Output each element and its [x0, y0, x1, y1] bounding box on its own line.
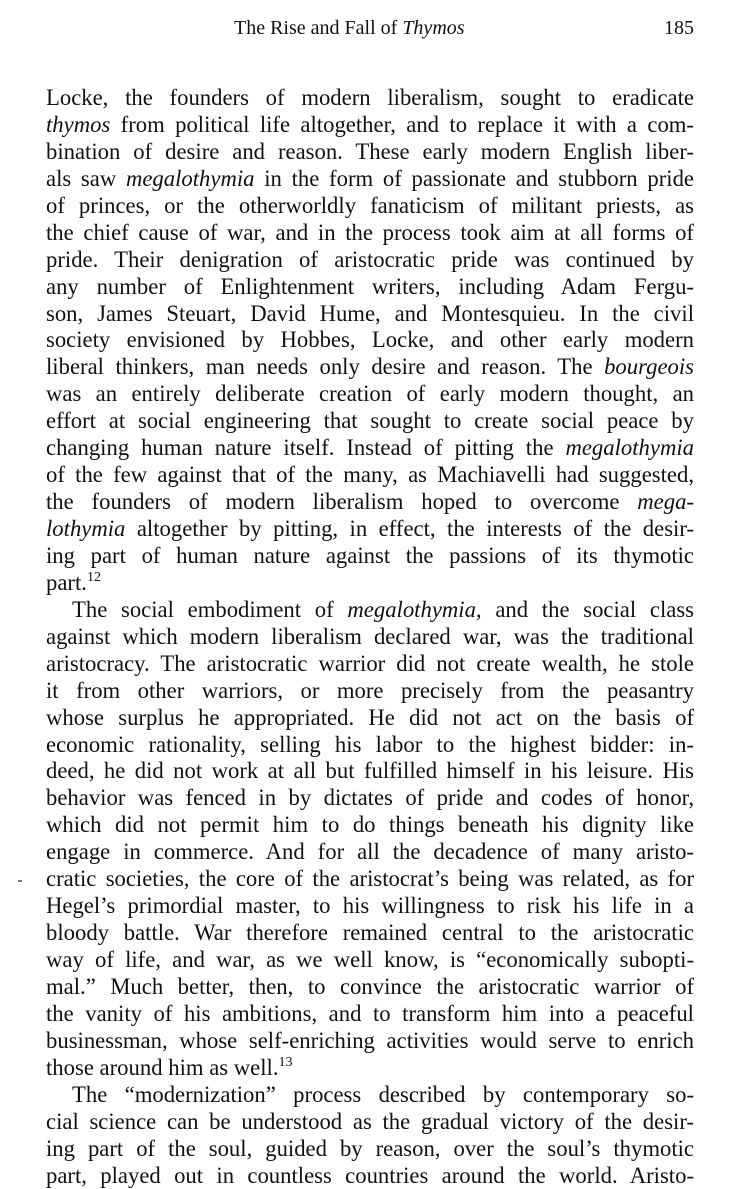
- book-page: [46, 14, 694, 1189]
- text-segment: cratic societies, the core of the aristocrat’s being was related, as for: [46, 866, 694, 891]
- footnote-reference: 13: [279, 1055, 293, 1070]
- italic-term: megalothymia: [565, 435, 694, 460]
- text-segment: The “modernization” process described by contemporary so-: [72, 1082, 694, 1107]
- text-segment: and the social class: [482, 597, 694, 622]
- text-line: [46, 220, 694, 247]
- text-segment: als saw: [46, 166, 126, 191]
- text-line: [46, 301, 694, 328]
- text-line: [46, 1028, 694, 1055]
- text-segment: bloody battle. War therefore remained central to the aristocratic: [46, 920, 694, 945]
- text-segment: in the form of passionate and stubborn pride: [255, 166, 695, 191]
- text-line: [46, 381, 694, 408]
- text-line: [46, 166, 694, 193]
- running-head-title-italic: Thymos: [402, 17, 464, 39]
- text-segment: behavior was fenced in by dictates of pride and codes of honor,: [46, 785, 694, 810]
- text-line: [46, 866, 694, 893]
- body-text: [46, 85, 694, 1189]
- italic-term: lothymia: [46, 516, 125, 541]
- text-line: [46, 732, 694, 759]
- text-line: [46, 462, 694, 489]
- text-segment: economic rationality, selling his labor to the highest bidder: in-: [46, 732, 694, 757]
- text-line: [46, 1082, 694, 1109]
- italic-term: mega-: [637, 489, 694, 514]
- text-line: [46, 543, 694, 570]
- text-line: [46, 758, 694, 785]
- text-segment: bination of desire and reason. These early modern English liber-: [46, 139, 694, 164]
- text-line: [46, 651, 694, 678]
- text-line: [46, 1136, 694, 1163]
- text-line: [46, 1163, 694, 1189]
- text-segment: The social embodiment of: [72, 597, 347, 622]
- text-segment: society envisioned by Hobbes, Locke, and other early modern: [46, 327, 694, 352]
- text-segment: the chief cause of war, and in the process took aim at all forms of: [46, 220, 694, 245]
- text-segment: the vanity of his ambitions, and to transform him into a peaceful: [46, 1001, 694, 1026]
- text-line: [46, 570, 694, 597]
- text-line: [46, 947, 694, 974]
- text-line: [46, 705, 694, 732]
- text-line: [46, 354, 694, 381]
- italic-term: megalothymia,: [347, 597, 481, 622]
- text-line: [46, 274, 694, 301]
- text-segment: Hegel’s primordial master, to his willingness to risk his life in a: [46, 893, 694, 918]
- text-segment: against which modern liberalism declared war, was the traditional: [46, 624, 694, 649]
- text-line: [46, 1055, 694, 1082]
- text-segment: from political life altogether, and to replace it with a com-: [110, 112, 694, 137]
- text-segment: ing part of the soul, guided by reason, over the soul’s thymotic: [46, 1136, 694, 1161]
- text-segment: effort at social engineering that sought to create social peace by: [46, 408, 694, 433]
- text-line: [46, 247, 694, 274]
- text-segment: aristocracy. The aristocratic warrior did not create wealth, he stole: [46, 651, 694, 676]
- running-header: [46, 14, 694, 46]
- text-segment: was an entirely deliberate creation of early modern thought, an: [46, 381, 694, 406]
- text-line: [46, 597, 694, 624]
- text-line: [46, 516, 694, 543]
- text-line: [46, 408, 694, 435]
- text-segment: way of life, and war, as we well know, is “economically subopti-: [46, 947, 694, 972]
- text-segment: businessman, whose self-enriching activities would serve to enrich: [46, 1028, 694, 1053]
- italic-term: bourgeois: [604, 354, 694, 379]
- italic-term: thymos: [46, 112, 110, 137]
- text-segment: changing human nature itself. Instead of pitting the: [46, 435, 565, 460]
- text-segment: altogether by pitting, in effect, the interests of the desir-: [125, 516, 694, 541]
- margin-mark: [18, 880, 22, 882]
- text-segment: of princes, or the otherworldly fanaticism of militant priests, as: [46, 193, 694, 218]
- text-segment: pride. Their denigration of aristocratic pride was continued by: [46, 247, 694, 272]
- text-line: [46, 139, 694, 166]
- text-segment: ing part of human nature against the passions of its thymotic: [46, 543, 694, 568]
- text-line: [46, 489, 694, 516]
- text-line: [46, 112, 694, 139]
- text-line: [46, 812, 694, 839]
- text-line: [46, 785, 694, 812]
- italic-term: megalothymia: [126, 166, 255, 191]
- running-head-title: [234, 14, 465, 42]
- text-line: [46, 85, 694, 112]
- text-line: [46, 1109, 694, 1136]
- text-segment: mal.” Much better, then, to convince the aristocratic warrior of: [46, 974, 694, 999]
- text-line: [46, 974, 694, 1001]
- text-line: [46, 193, 694, 220]
- text-segment: engage in commerce. And for all the decadence of many aristo-: [46, 839, 694, 864]
- text-segment: Locke, the founders of modern liberalism, sought to eradicate: [46, 85, 694, 110]
- text-segment: part, played out in countless countries around the world. Aristo-: [46, 1163, 694, 1188]
- text-segment: those around him as well.: [46, 1055, 279, 1080]
- text-segment: liberal thinkers, man needs only desire and reason. The: [46, 354, 604, 379]
- text-line: [46, 435, 694, 462]
- text-segment: deed, he did not work at all but fulfilled himself in his leisure. His: [46, 758, 694, 783]
- text-line: [46, 839, 694, 866]
- footnote-reference: 12: [87, 570, 101, 585]
- text-segment: any number of Enlightenment writers, including Adam Fergu-: [46, 274, 694, 299]
- text-segment: the founders of modern liberalism hoped to overcome: [46, 489, 637, 514]
- text-segment: which did not permit him to do things beneath his dignity like: [46, 812, 694, 837]
- text-line: [46, 920, 694, 947]
- text-line: [46, 327, 694, 354]
- text-segment: it from other warriors, or more precisely from the peasantry: [46, 678, 694, 703]
- text-line: [46, 624, 694, 651]
- running-head-title-text: The Rise and Fall of: [234, 17, 402, 39]
- page-number: 185: [664, 14, 694, 42]
- text-segment: of the few against that of the many, as Machiavelli had suggested,: [46, 462, 694, 487]
- text-segment: whose surplus he appropriated. He did not act on the basis of: [46, 705, 694, 730]
- text-segment: cial science can be understood as the gradual victory of the desir-: [46, 1109, 694, 1134]
- text-line: [46, 1001, 694, 1028]
- text-line: [46, 678, 694, 705]
- text-segment: son, James Steuart, David Hume, and Montesquieu. In the civil: [46, 301, 694, 326]
- text-line: [46, 893, 694, 920]
- text-segment: part.: [46, 570, 87, 595]
